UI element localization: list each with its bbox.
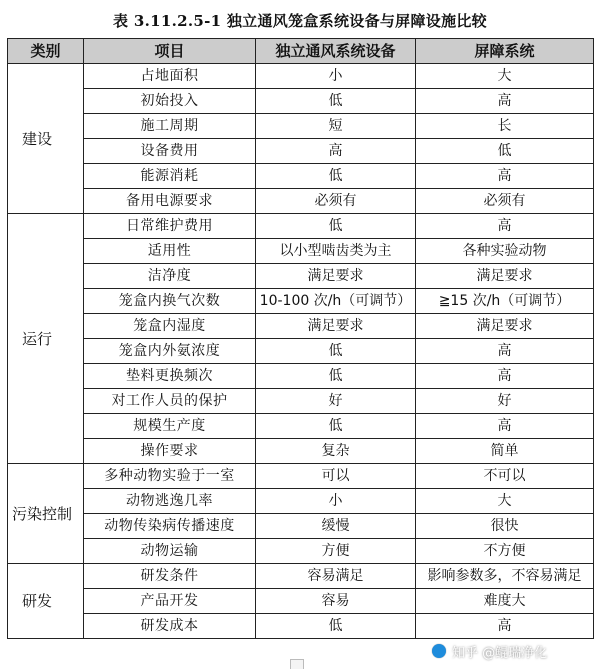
header-ivc: 独立通风系统设备 (256, 39, 416, 64)
ivc-value-cell: 必须有 (256, 189, 416, 214)
table-row (8, 189, 594, 214)
item-cell: 施工周期 (84, 114, 256, 139)
ivc-value-cell: 低 (256, 364, 416, 389)
table-row (8, 514, 594, 539)
table-row (8, 389, 594, 414)
ivc-value-cell: 低 (256, 89, 416, 114)
ivc-value-cell: 容易 (256, 589, 416, 614)
watermark (432, 638, 600, 664)
item-cell: 占地面积 (84, 64, 256, 89)
ivc-value-cell: 低 (256, 414, 416, 439)
barrier-value-cell: 长 (416, 114, 594, 139)
table-row (8, 64, 594, 89)
table-row (8, 464, 594, 489)
barrier-value-cell: 满足要求 (416, 314, 594, 339)
item-cell: 规模生产度 (84, 414, 256, 439)
watermark-logo-icon (432, 644, 446, 658)
table-row (8, 539, 594, 564)
item-cell: 动物传染病传播速度 (84, 514, 256, 539)
ivc-value-cell: 复杂 (256, 439, 416, 464)
barrier-value-cell: 好 (416, 389, 594, 414)
header-row (8, 39, 594, 64)
table-row (8, 314, 594, 339)
item-cell: 操作要求 (84, 439, 256, 464)
ivc-value-cell: 低 (256, 214, 416, 239)
ivc-value-cell: 以小型啮齿类为主 (256, 239, 416, 264)
barrier-value-cell: 高 (416, 414, 594, 439)
table-row (8, 364, 594, 389)
item-cell: 研发成本 (84, 614, 256, 639)
barrier-value-cell: 高 (416, 614, 594, 639)
table-row (8, 164, 594, 189)
barrier-value-cell: 大 (416, 489, 594, 514)
item-cell: 产品开发 (84, 589, 256, 614)
barrier-value-cell: 简单 (416, 439, 594, 464)
table-row (8, 214, 594, 239)
table-row (8, 489, 594, 514)
table-row (8, 564, 594, 589)
barrier-value-cell: 高 (416, 214, 594, 239)
table-row (8, 614, 594, 639)
category-cell: 运行 (8, 214, 84, 464)
table-row (8, 264, 594, 289)
barrier-value-cell: 高 (416, 89, 594, 114)
barrier-value-cell: 不方便 (416, 539, 594, 564)
barrier-value-cell: 各种实验动物 (416, 239, 594, 264)
ivc-value-cell: 满足要求 (256, 264, 416, 289)
item-cell: 垫料更换频次 (84, 364, 256, 389)
item-cell: 能源消耗 (84, 164, 256, 189)
item-cell: 备用电源要求 (84, 189, 256, 214)
barrier-value-cell: 很快 (416, 514, 594, 539)
category-cell: 建设 (8, 64, 84, 214)
table-row (8, 589, 594, 614)
barrier-value-cell: 满足要求 (416, 264, 594, 289)
comparison-table (7, 38, 594, 639)
ivc-value-cell: 低 (256, 164, 416, 189)
ivc-value-cell: 10-100 次/h（可调节） (256, 289, 416, 314)
ivc-value-cell: 高 (256, 139, 416, 164)
barrier-value-cell: 影响参数多，不容易满足 (416, 564, 594, 589)
table-body (8, 64, 594, 639)
ivc-value-cell: 低 (256, 614, 416, 639)
watermark-text: 知乎 @鲲瑞净化 (452, 645, 548, 661)
table-row (8, 289, 594, 314)
header-barrier: 屏障系统 (416, 39, 594, 64)
table-row (8, 114, 594, 139)
item-cell: 多种动物实验于一室 (84, 464, 256, 489)
ivc-value-cell: 好 (256, 389, 416, 414)
item-cell: 洁净度 (84, 264, 256, 289)
table-title: 表 3.11.2.5-1 独立通风笼盒系统设备与屏障设施比较 (113, 12, 487, 30)
table-row (8, 89, 594, 114)
table-row (8, 414, 594, 439)
ivc-value-cell: 小 (256, 64, 416, 89)
item-cell: 笼盒内换气次数 (84, 289, 256, 314)
barrier-value-cell: 大 (416, 64, 594, 89)
item-cell: 初始投入 (84, 89, 256, 114)
ivc-value-cell: 低 (256, 339, 416, 364)
barrier-value-cell: 高 (416, 164, 594, 189)
header-item: 项目 (84, 39, 256, 64)
barrier-value-cell: ≧15 次/h（可调节） (416, 289, 594, 314)
item-cell: 对工作人员的保护 (84, 389, 256, 414)
barrier-value-cell: 高 (416, 364, 594, 389)
table-row (8, 439, 594, 464)
table-row (8, 239, 594, 264)
ivc-value-cell: 满足要求 (256, 314, 416, 339)
table-row (8, 139, 594, 164)
ivc-value-cell: 短 (256, 114, 416, 139)
item-cell: 动物运输 (84, 539, 256, 564)
item-cell: 动物逃逸几率 (84, 489, 256, 514)
barrier-value-cell: 必须有 (416, 189, 594, 214)
ivc-value-cell: 缓慢 (256, 514, 416, 539)
item-cell: 研发条件 (84, 564, 256, 589)
header-category: 类别 (8, 39, 84, 64)
item-cell: 笼盒内湿度 (84, 314, 256, 339)
ivc-value-cell: 可以 (256, 464, 416, 489)
barrier-value-cell: 高 (416, 339, 594, 364)
ivc-value-cell: 小 (256, 489, 416, 514)
category-cell: 研发 (8, 564, 84, 639)
table-row (8, 339, 594, 364)
ivc-value-cell: 容易满足 (256, 564, 416, 589)
item-cell: 适用性 (84, 239, 256, 264)
barrier-value-cell: 难度大 (416, 589, 594, 614)
barrier-value-cell: 不可以 (416, 464, 594, 489)
barrier-value-cell: 低 (416, 139, 594, 164)
category-cell: 污染控制 (8, 464, 84, 564)
item-cell: 日常维护费用 (84, 214, 256, 239)
item-cell: 设备费用 (84, 139, 256, 164)
ivc-value-cell: 方便 (256, 539, 416, 564)
item-cell: 笼盒内外氨浓度 (84, 339, 256, 364)
